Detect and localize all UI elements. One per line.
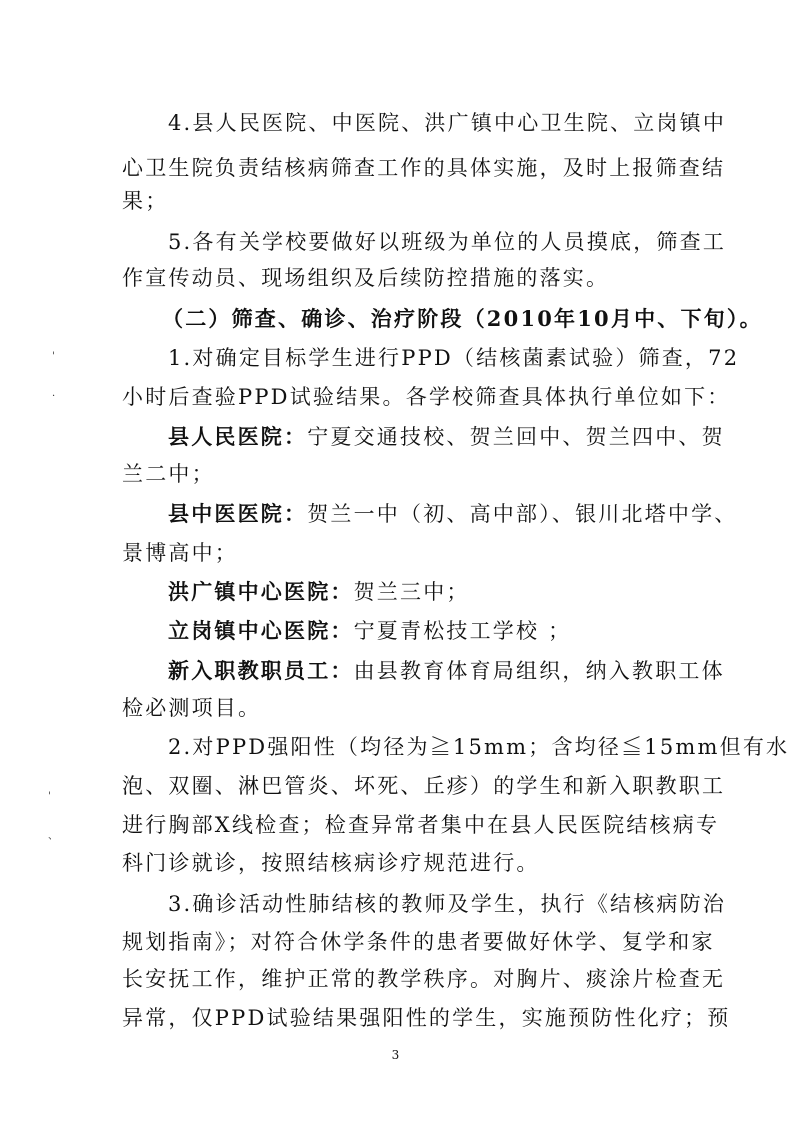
text-segment: 异常，仅PPD试验结果强阳性的学生，实施预防性化疗；预 <box>122 1006 731 1030</box>
text-line <box>0 774 791 798</box>
text-line <box>0 462 791 486</box>
text-segment: 3.确诊活动性肺结核的教师及学生，执行《结核病防治 <box>168 892 727 916</box>
bold-heading-segment: （二）筛查、确诊、治疗阶段（2010年10月中、下旬）。 <box>162 306 763 331</box>
text-segment: 兰二中； <box>122 462 215 486</box>
text-line <box>0 541 791 565</box>
text-segment: 果； <box>122 189 169 213</box>
text-line <box>0 696 791 720</box>
text-line <box>0 189 791 213</box>
bold-heading-segment: 洪广镇中心医院： <box>168 579 354 604</box>
text-line <box>0 266 791 290</box>
text-line <box>0 967 791 991</box>
text-segment: 小时后查验PPD试验结果。各学校筛查具体执行单位如下： <box>122 385 731 409</box>
text-line <box>0 930 791 954</box>
text-line <box>0 1006 791 1030</box>
text-line <box>0 346 791 370</box>
text-line <box>0 425 791 449</box>
text-segment: 泡、双圈、淋巴管炎、坏死、丘疹）的学生和新入职教职工 <box>122 774 726 798</box>
text-line <box>0 619 791 643</box>
bold-heading-segment: 县人民医院： <box>168 424 308 449</box>
text-segment: 心卫生院负责结核病筛查工作的具体实施，及时上报筛查结 <box>122 156 726 180</box>
text-line <box>0 230 791 254</box>
text-segment: 宁夏青松技工学校 ； <box>353 619 572 643</box>
text-segment: 检必测项目。 <box>122 696 262 720</box>
text-line <box>0 111 791 135</box>
text-segment: 科门诊就诊，按照结核病诊疗规范进行。 <box>122 851 540 875</box>
text-segment: 贺兰一中（初、高中部）、银川北塔中学、 <box>307 502 738 526</box>
text-line <box>0 502 791 526</box>
text-segment: 进行胸部X线检查；检查异常者集中在县人民医院结核病专 <box>122 813 720 837</box>
text-line <box>0 851 791 875</box>
text-line <box>0 385 791 409</box>
text-segment: 2.对PPD强阳性（均径为≧15mm；含均径≦15mm但有水 <box>168 735 790 759</box>
text-segment: 长安抚工作，维护正常的教学秩序。对胸片、痰涂片检查无 <box>122 967 726 991</box>
text-line <box>0 156 791 180</box>
text-segment: 景博高中； <box>122 541 238 565</box>
text-segment: 规划指南》；对符合休学条件的患者要做好休学、复学和家 <box>122 930 715 954</box>
page-number: 3 <box>391 1048 400 1062</box>
scan-mark: ' <box>52 351 55 362</box>
bold-heading-segment: 立岗镇中心医院： <box>168 618 354 643</box>
text-segment: 作宣传动员、现场组织及后续防控措施的落实。 <box>122 266 610 290</box>
scan-mark: ' <box>48 791 51 802</box>
text-line <box>0 307 791 331</box>
text-segment: 宁夏交通技校、贺兰回中、贺兰四中、贺 <box>307 425 725 449</box>
text-segment: 4.县人民医院、中医院、洪广镇中心卫生院、立岗镇中 <box>168 111 727 135</box>
text-line <box>0 813 791 837</box>
text-line <box>0 580 791 604</box>
text-segment: 5.各有关学校要做好以班级为单位的人员摸底，筛查工 <box>168 230 727 254</box>
text-segment: 1.对确定目标学生进行PPD（结核菌素试验）筛查，72 <box>168 346 740 370</box>
bold-heading-segment: 县中医医院： <box>168 501 308 526</box>
text-line <box>0 659 791 683</box>
bold-heading-segment: 新入职教职员工： <box>168 658 354 683</box>
text-segment: 由县教育体育局组织，纳入教职工体 <box>353 659 725 683</box>
text-line <box>0 735 791 759</box>
scan-mark: 、 <box>48 831 58 842</box>
text-line <box>0 892 791 916</box>
scan-mark: · <box>52 391 56 402</box>
text-segment: 贺兰三中； <box>353 580 470 604</box>
